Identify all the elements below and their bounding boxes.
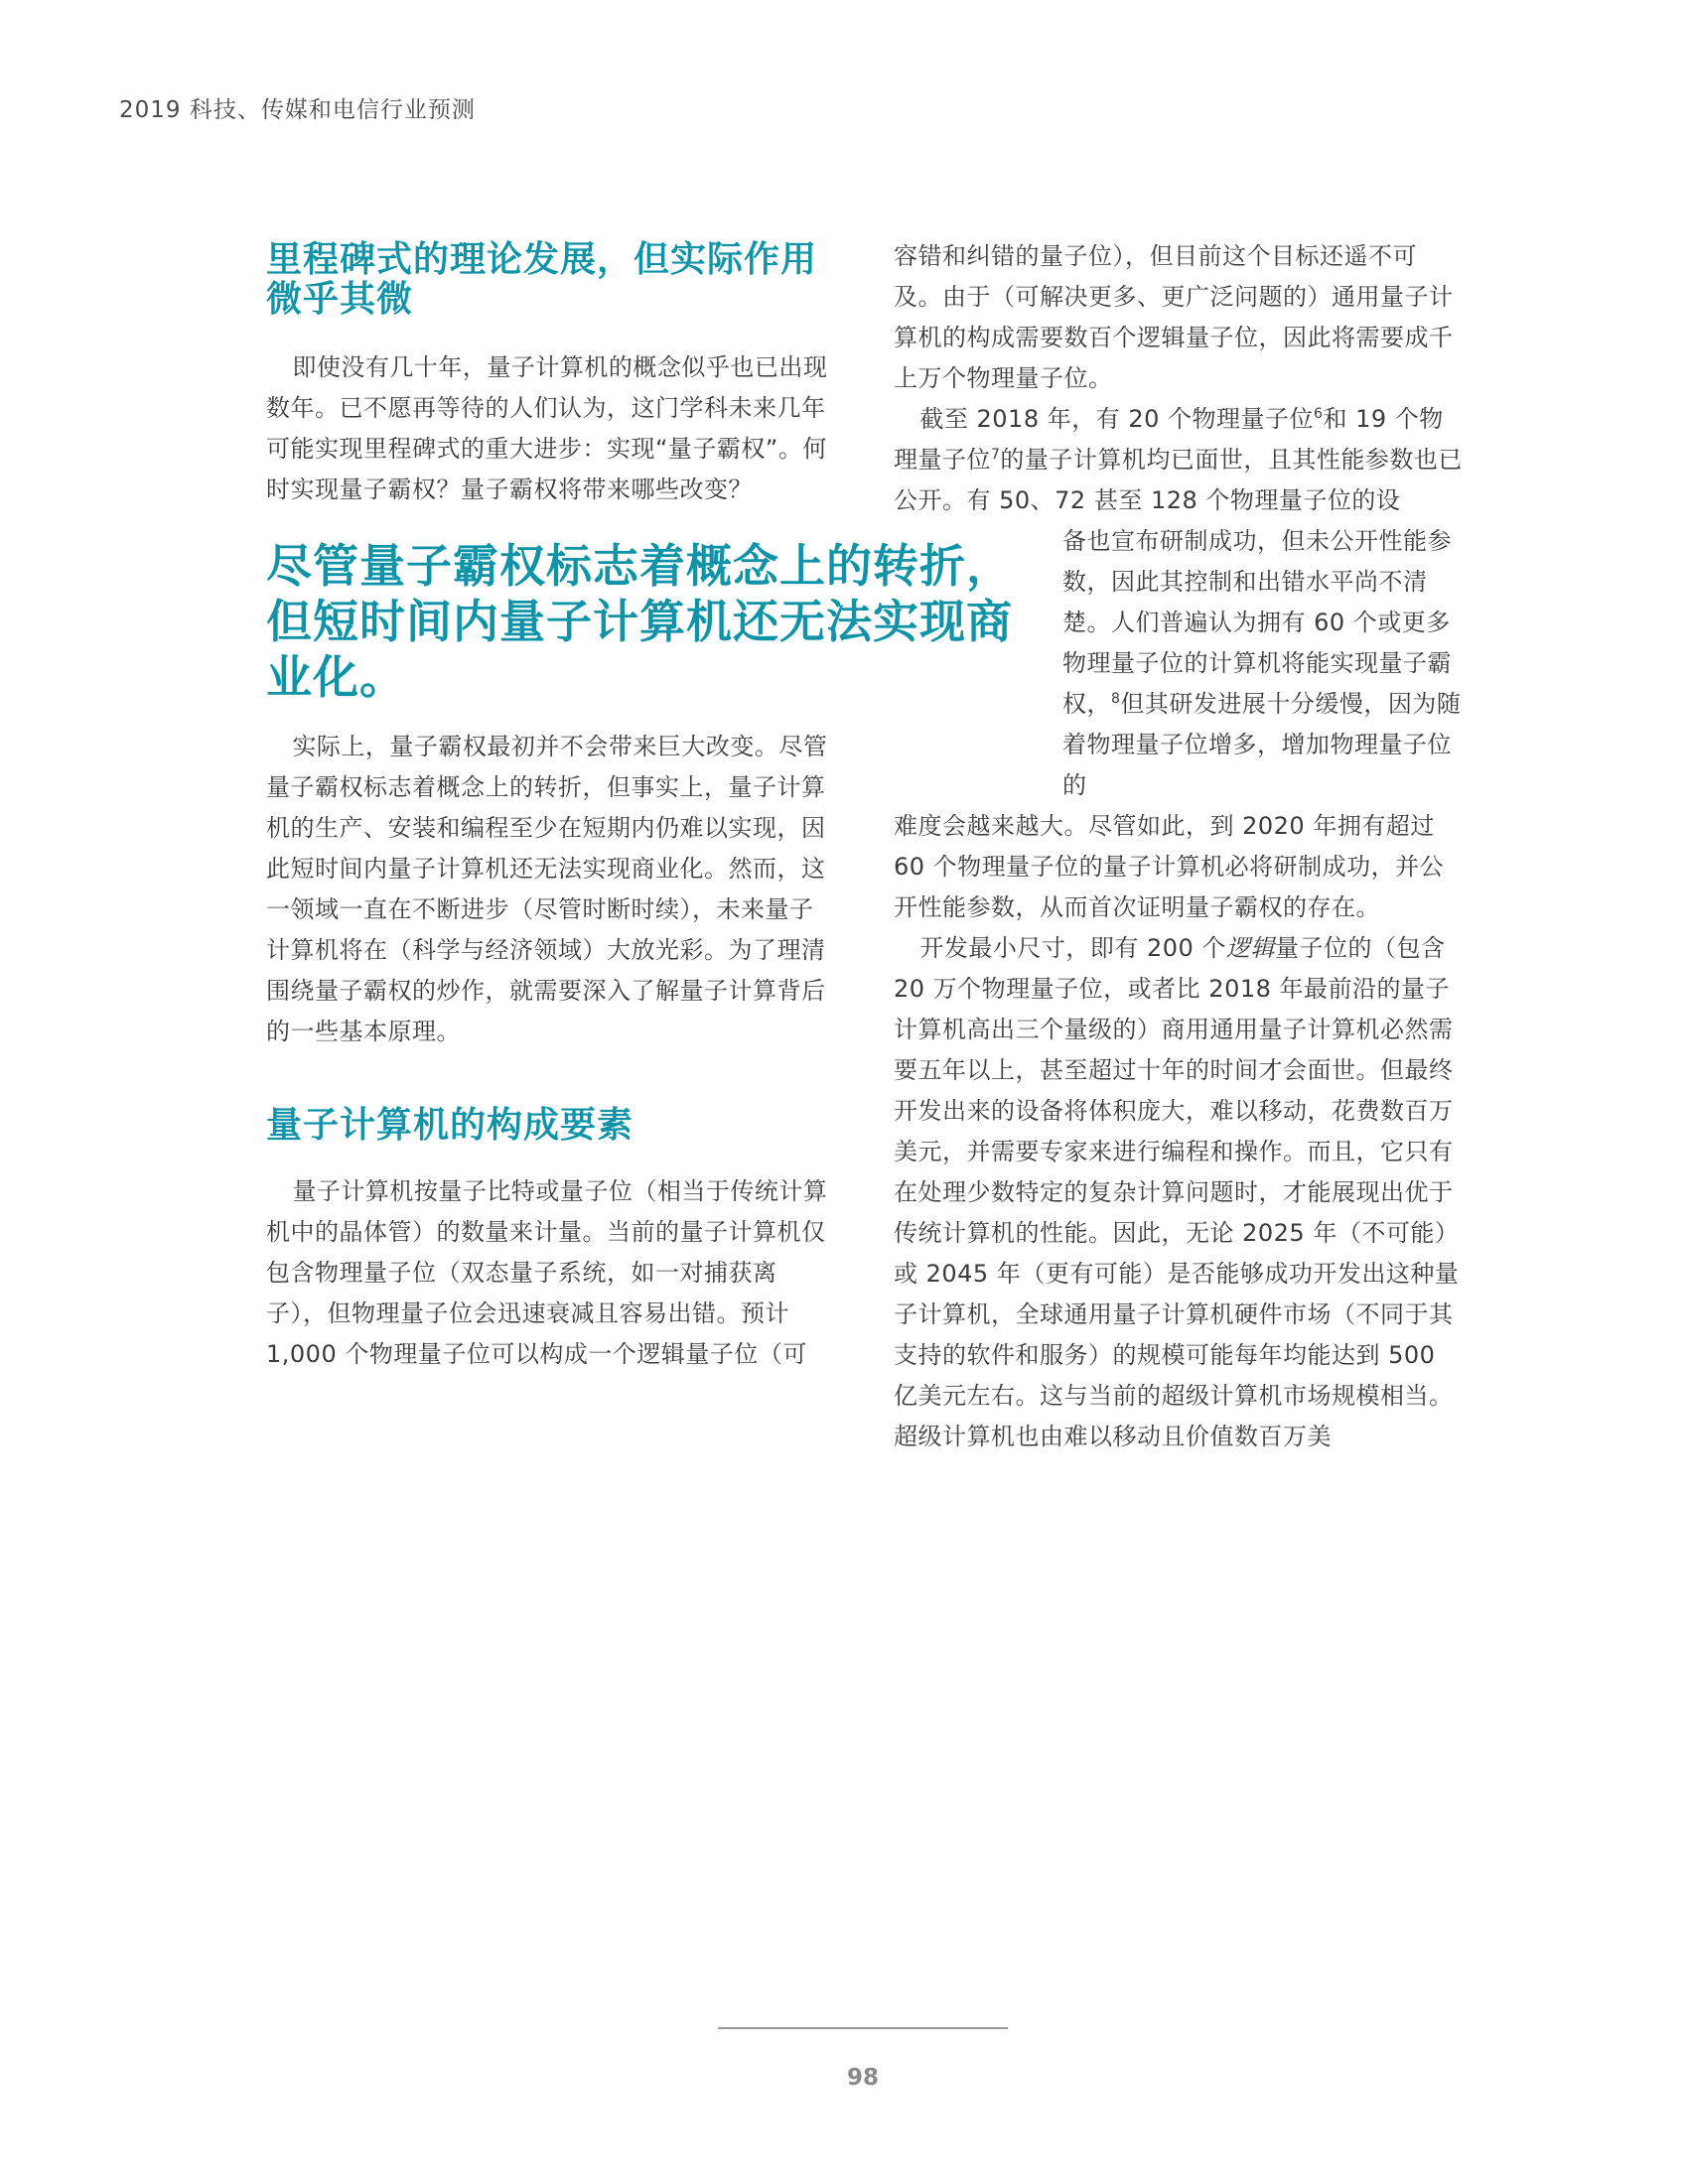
footnote-7: 7 bbox=[991, 447, 1001, 463]
section-title-components: 量子计算机的构成要素 bbox=[266, 1105, 634, 1146]
body-paragraph-2020: 难度会越来越大。尽管如此，到 2020 年拥有超过 60 个物理量子位的量子计算机必将研制成功，并公开性能参数，从而首次证明量子霸权的存在。 bbox=[894, 812, 1445, 921]
page-number: 98 bbox=[846, 2065, 879, 2091]
text-run: 但其研发进展十分缓慢，因为随着物理量子位增多，增加物理量子位的 bbox=[1062, 690, 1462, 799]
text-run: 开发最小尺寸，即有 200 个 bbox=[919, 934, 1226, 962]
footnote-8: 8 bbox=[1111, 691, 1121, 707]
section-title-milestone: 里程碑式的理论发展，但实际作用微乎其微 bbox=[266, 239, 818, 320]
emphasis-logical: 逻辑 bbox=[1225, 934, 1275, 962]
text-run: 的量子计算机均已面世，且其性能参数也已公开。有 50、72 甚至 128 个物理量子位的设 bbox=[894, 446, 1463, 514]
body-paragraph-wrap bbox=[1062, 521, 1465, 806]
footnote-6: 6 bbox=[1314, 406, 1324, 422]
text-run: 备也宣布研制成功，但未公开性能参数，因此其控制和出错水平尚不清楚。人们普遍认为拥有 60 个或更多物理量子位的计算机将能实现量子霸权， bbox=[1062, 527, 1452, 718]
pull-quote: 尽管量子霸权标志着概念上的转折，但短时间内量子计算机还无法实现商业化。 bbox=[266, 539, 1013, 704]
body-paragraph-supremacy: 实际上，量子霸权最初并不会带来巨大改变。尽管量子霸权标志着概念上的转折，但事实上，量子计算机的生产、安装和编程至少在短期内仍难以实现，因此短时间内量子计算机还无法实现商业化。然而，这一领域一直在不断进步（尽管时断时续），未来量子计算机将在（科学与经济领域）大放光彩。为了理清围绕量子霸权的炒作，就需要深入了解量子计算背后的一些基本原理。 bbox=[266, 733, 828, 1045]
body-paragraph-qubits: 量子计算机按量子比特或量子位（相当于传统计算机中的晶体管）的数量来计量。当前的量子计算机仅包含物理量子位（双态量子系统，如一对捕获离子），但物理量子位会迅速衰减且容易出错。预计 1,000 个物理量子位可以构成一个逻辑量子位（可 bbox=[266, 1177, 828, 1368]
footer-divider bbox=[718, 2027, 1008, 2029]
right-column bbox=[894, 236, 1465, 1457]
running-header: 2019 科技、传媒和电信行业预测 bbox=[119, 97, 476, 123]
left-column bbox=[266, 239, 1013, 1375]
body-paragraph-logical-qubits: 容错和纠错的量子位），但目前这个目标还遥不可及。由于（可解决更多、更广泛问题的）通用量子计算机的构成需要数百个逻辑量子位，因此将需要成千上万个物理量子位。 bbox=[894, 242, 1454, 392]
intro-paragraph: 即使没有几十年，量子计算机的概念似乎也已出现数年。已不愿再等待的人们认为，这门学科未来几年可能实现里程碑式的重大进步：实现“量子霸权”。何时实现量子霸权？量子霸权将带来哪些改变？ bbox=[266, 353, 828, 503]
text-run: 和 19 个物理量子位 bbox=[894, 405, 1444, 474]
text-run: 截至 2018 年，有 20 个物理量子位 bbox=[919, 405, 1315, 433]
body-paragraph-commercial bbox=[894, 928, 1465, 1457]
body-paragraph-2018-status bbox=[894, 399, 1465, 521]
text-run: 量子位的（包含 20 万个物理量子位，或者比 2018 年最前沿的量子计算机高出三个量级的）商用通用量子计算机必然需要五年以上，甚至超过十年的时间才会面世。但最终开发出来的设备将体积庞大，难以移动，花费数百万美元，并需要专家来进行编程和操作。而且，它只有在处理少数特定的复杂计算问题时，才能展现出优于传统计算机的性能。因此，无论 2025 年（不可能）或 2045 年（更有可能）是否能够成功开发出这种量子计算机，全球通用量子计算机硬件市场（不同于其支持的软件和服务）的规模可能每年均能达到 500 亿美元左右。这与当前的超级计算机市场规模相当。超级计算机也由难以移动且价值数百万美 bbox=[894, 934, 1460, 1450]
